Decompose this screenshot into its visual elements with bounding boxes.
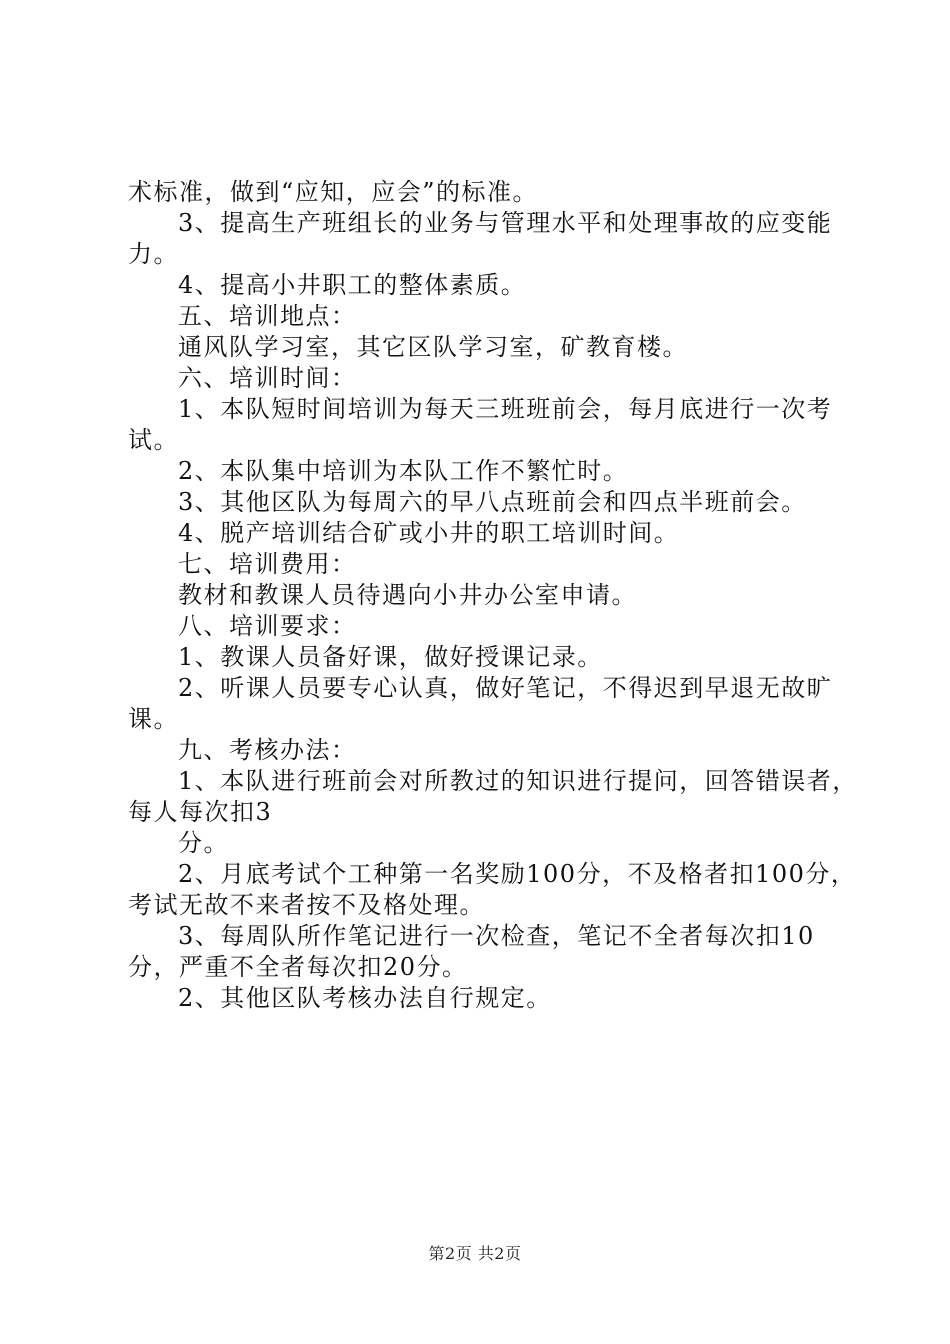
text-line: 4、脱产培训结合矿或小井的职工培训时间。 [178,519,680,547]
text-line: 每人每次扣3 [128,798,273,826]
section-heading: 九、考核办法： [178,736,357,764]
text-line: 3、每周队所作笔记进行一次检查，笔记不全者每次扣10 [178,922,815,950]
section-heading: 五、培训地点： [178,302,357,330]
section-heading: 七、培训费用： [178,550,357,578]
text-line: 2、其他区队考核办法自行规定。 [178,984,552,1012]
text-line: 试。 [128,426,179,454]
text-line: 1、本队进行班前会对所教过的知识进行提问，回答错误者， [178,767,858,795]
text-line: 分。 [178,829,229,857]
text-line: 2、月底考试个工种第一名奖励100分，不及格者扣100分， [178,860,857,888]
section-heading: 八、培训要求： [178,612,357,640]
text-line: 3、其他区队为每周六的早八点班前会和四点半班前会。 [178,488,807,516]
page-footer: 第2页 共2页 [428,1244,522,1263]
section-heading: 六、培训时间： [178,364,357,392]
text-line: 术标准，做到“应知，应会”的标准。 [128,178,539,206]
text-line: 3、提高生产班组长的业务与管理水平和处理事故的应变能 [178,209,833,237]
text-line: 力。 [128,240,179,268]
text-line: 1、教课人员备好课，做好授课记录。 [178,643,603,671]
text-line: 2、本队集中培训为本队工作不繁忙时。 [178,457,629,485]
text-line: 教材和教课人员待遇向小井办公室申请。 [178,581,637,609]
text-line: 考试无故不来者按不及格处理。 [128,891,485,919]
text-line: 课。 [128,705,179,733]
text-line: 通风队学习室，其它区队学习室，矿教育楼。 [178,333,688,361]
text-line: 2、听课人员要专心认真，做好笔记，不得迟到早退无故旷 [178,674,833,702]
text-line: 4、提高小井职工的整体素质。 [178,271,527,299]
text-line: 分，严重不全者每次扣20分。 [128,953,468,981]
text-line: 1、本队短时间培训为每天三班班前会，每月底进行一次考 [178,395,833,423]
